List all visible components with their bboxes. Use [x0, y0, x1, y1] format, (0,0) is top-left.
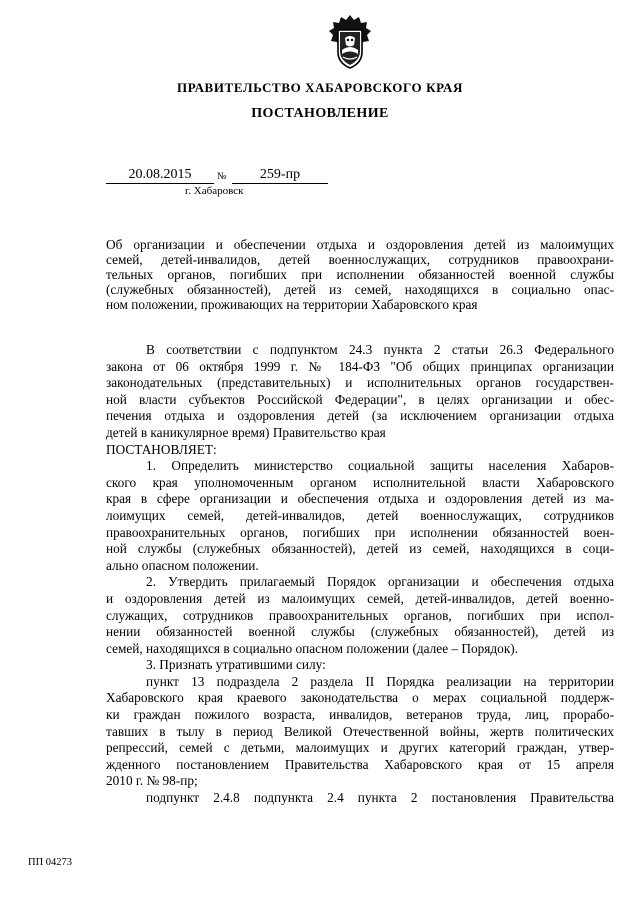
- subject-line: семей, детей-инвалидов, детей военнослужащих, сотрудников правоохрани-: [106, 252, 614, 267]
- body-line: правоохранительных органов, погибших при исполнении обязанностей воен-: [106, 524, 614, 540]
- subject-line: тельных органов, погибших при исполнении обязанностей военной службы: [106, 267, 614, 282]
- city-label: г. Хабаровск: [185, 185, 244, 197]
- body-line: закона от 06 октября 1999 г. № 184-ФЗ "Об общих принципах организации: [106, 358, 614, 374]
- body-line: законодательных (представительных) и исполнительных органов государствен-: [106, 375, 614, 391]
- org-name: ПРАВИТЕЛЬСТВО ХАБАРОВСКОГО КРАЯ: [176, 80, 463, 95]
- document-number: 259-пр: [232, 167, 328, 184]
- body-line: жденного постановлением Правительства Хабаровского края от 15 апреля: [106, 756, 614, 772]
- body-line: 2. Утвердить прилагаемый Порядок организации и обеспечения отдыха: [146, 574, 614, 590]
- subject-line: Об организации и обеспечении отдыха и оздоровления детей из малоимущих: [106, 237, 614, 252]
- body-line: ки граждан пожилого возраста, инвалидов, ветеранов труда, лиц, прорабо-: [106, 707, 614, 723]
- body-line: пункт 13 подраздела 2 раздела II Порядка реализации на территории: [146, 673, 614, 689]
- body-line: В соответствии с подпунктом 24.3 пункта 2 статьи 26.3 Федерального: [146, 342, 614, 357]
- document-body: [106, 342, 614, 807]
- subject-line: ном положении, проживающих на территории Хабаровского края: [106, 297, 478, 312]
- body-line: подпункт 2.4.8 подпункта 2.4 пункта 2 постановления Правительства: [146, 790, 614, 806]
- subject-line: (служебных обязанностей), детей из семей, находящихся в социально опас-: [106, 282, 614, 297]
- body-line: семей, находящихся в социально опасном положении (далее – Порядок).: [106, 640, 519, 656]
- document-date: 20.08.2015: [106, 167, 214, 184]
- coat-of-arms-icon: [325, 14, 375, 70]
- body-line: печения отдыха и оздоровления детей (за исключением организации отдыха: [106, 408, 614, 424]
- number-sign: №: [217, 171, 227, 182]
- resolves-heading: ПОСТАНОВЛЯЕТ:: [106, 441, 217, 457]
- body-line: 1. Определить министерство социальной защиты населения Хабаров-: [146, 458, 614, 474]
- body-line: ной власти субъектов Российской Федерации", в целях организации и обес-: [106, 391, 614, 407]
- body-line: служащих, сотрудников правоохранительных органов, погибших при испол-: [106, 607, 614, 623]
- body-line: 2010 г. № 98-пр;: [106, 773, 198, 789]
- footer-code: ПП 04273: [28, 857, 73, 868]
- body-line: лоимущих семей, детей-инвалидов, детей военнослужащих, сотрудников: [106, 507, 614, 523]
- body-line: края в сфере организации и обеспечения отдыха и оздоровления детей из ма-: [106, 491, 614, 507]
- body-line: 3. Признать утратившими силу:: [146, 657, 326, 673]
- body-line: репрессий, семей с детьми, малоимущих и других категорий граждан, утвер-: [106, 740, 614, 756]
- body-line: и оздоровления детей из малоимущих семей, детей-инвалидов, детей военно-: [106, 590, 614, 606]
- body-line: ной службы (служебных обязанностей), детей из семей, находящихся в соци-: [106, 541, 614, 557]
- body-line: тавших в тылу в период Великой Отечественной войны, жертв политических: [106, 723, 614, 739]
- body-line: ально опасном положении.: [106, 557, 259, 573]
- body-line: нении обязанностей военной службы (служебных обязанностей), детей из: [106, 624, 614, 640]
- body-line: ского края уполномоченным органом исполнительной власти Хабаровского: [106, 474, 614, 490]
- body-line: Хабаровского края краевого законодательства о мерах социальной поддерж-: [106, 690, 614, 706]
- document-subject: [106, 237, 614, 312]
- body-line: детей в каникулярное время) Правительство края: [106, 424, 386, 440]
- document-type: ПОСТАНОВЛЕНИЕ: [251, 106, 389, 121]
